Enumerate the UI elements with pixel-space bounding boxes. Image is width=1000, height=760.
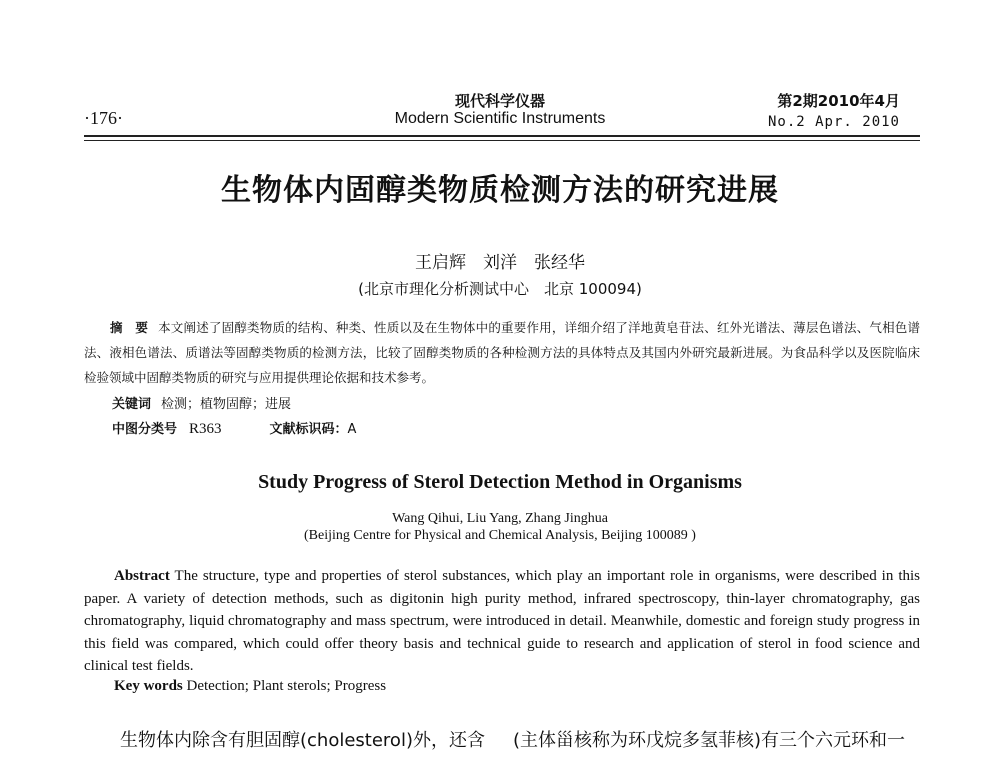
header-rule-thick bbox=[84, 135, 920, 137]
title-en: Study Progress of Sterol Detection Method in Organisms bbox=[258, 471, 742, 493]
abstract-en bbox=[84, 565, 920, 678]
doc-code-label: 文献标识码： bbox=[269, 422, 348, 437]
affiliation-cn: (北京市理化分析测试中心 北京 100094) bbox=[358, 280, 642, 298]
body-text-left: 生物体内除含有胆固醇(cholesterol)外，还含 bbox=[120, 730, 485, 751]
affiliation-en: (Beijing Centre for Physical and Chemical Analysis, Beijing 100089 ) bbox=[304, 528, 696, 543]
abstract-cn-text: 本文阐述了固醇类物质的结构、种类、性质以及在生物体中的重要作用，详细介绍了洋地黄皂苷法、红外光谱法、薄层色谱法、气相色谱法、液相色谱法、质谱法等固醇类物质的检测方法，比较了固醇类物质的各种检测方法的具体特点及其国内外研究最新进展。为食品科学以及医院临床检验领域中固醇类物质的研究与应用提供理论依据和技术参考。 bbox=[84, 320, 920, 385]
body-text-right: (主体甾核称为环戊烷多氢菲核)有三个六元环和一 bbox=[513, 730, 906, 751]
abstract-en-label: Abstract bbox=[114, 568, 170, 584]
header-rule-thin bbox=[84, 140, 920, 141]
keywords-en-text: Detection; Plant sterols; Progress bbox=[186, 678, 387, 694]
journal-name-cn: 现代科学仪器 bbox=[454, 92, 545, 110]
abstract-cn-label: 摘 要 bbox=[110, 320, 149, 335]
classification-label: 中图分类号 bbox=[112, 422, 178, 437]
issue-en: No.2 Apr. 2010 bbox=[767, 114, 900, 130]
classification bbox=[112, 418, 356, 438]
title-cn: 生物体内固醇类物质检测方法的研究进展 bbox=[221, 173, 779, 208]
abstract-en-text: The structure, type and properties of sterol substances, which play an important role in organisms, were described in this paper. A variety of detection methods, such as digitonin high purity method, infrared spectroscopy, thin-layer chromatography, gas chromatography, liquid chromatography and mass spectrum, were introduced in detail. Meanwhile, domestic and foreign study progress in this field was compared, which could offer theory basis and technical guide to research and application of sterol in food science and clinical test fields. bbox=[84, 568, 921, 674]
keywords-cn bbox=[112, 393, 291, 412]
keywords-en-label: Key words bbox=[114, 678, 183, 694]
keywords-cn-label: 关键词 bbox=[112, 397, 152, 412]
journal-name-en: Modern Scientific Instruments bbox=[394, 110, 606, 127]
abstract-cn bbox=[84, 315, 920, 390]
issue-cn: 第2期2010年4月 bbox=[777, 92, 900, 110]
keywords-cn-text: 检测；植物固醇；进展 bbox=[161, 397, 292, 412]
authors-en: Wang Qihui, Liu Yang, Zhang Jinghua bbox=[392, 511, 608, 526]
keywords-en bbox=[114, 678, 386, 695]
doc-code: A bbox=[347, 422, 357, 437]
page-number: ·176· bbox=[84, 108, 123, 128]
classification-code: R363 bbox=[189, 421, 222, 437]
authors-cn: 王启辉 刘洋 张经华 bbox=[415, 253, 585, 273]
